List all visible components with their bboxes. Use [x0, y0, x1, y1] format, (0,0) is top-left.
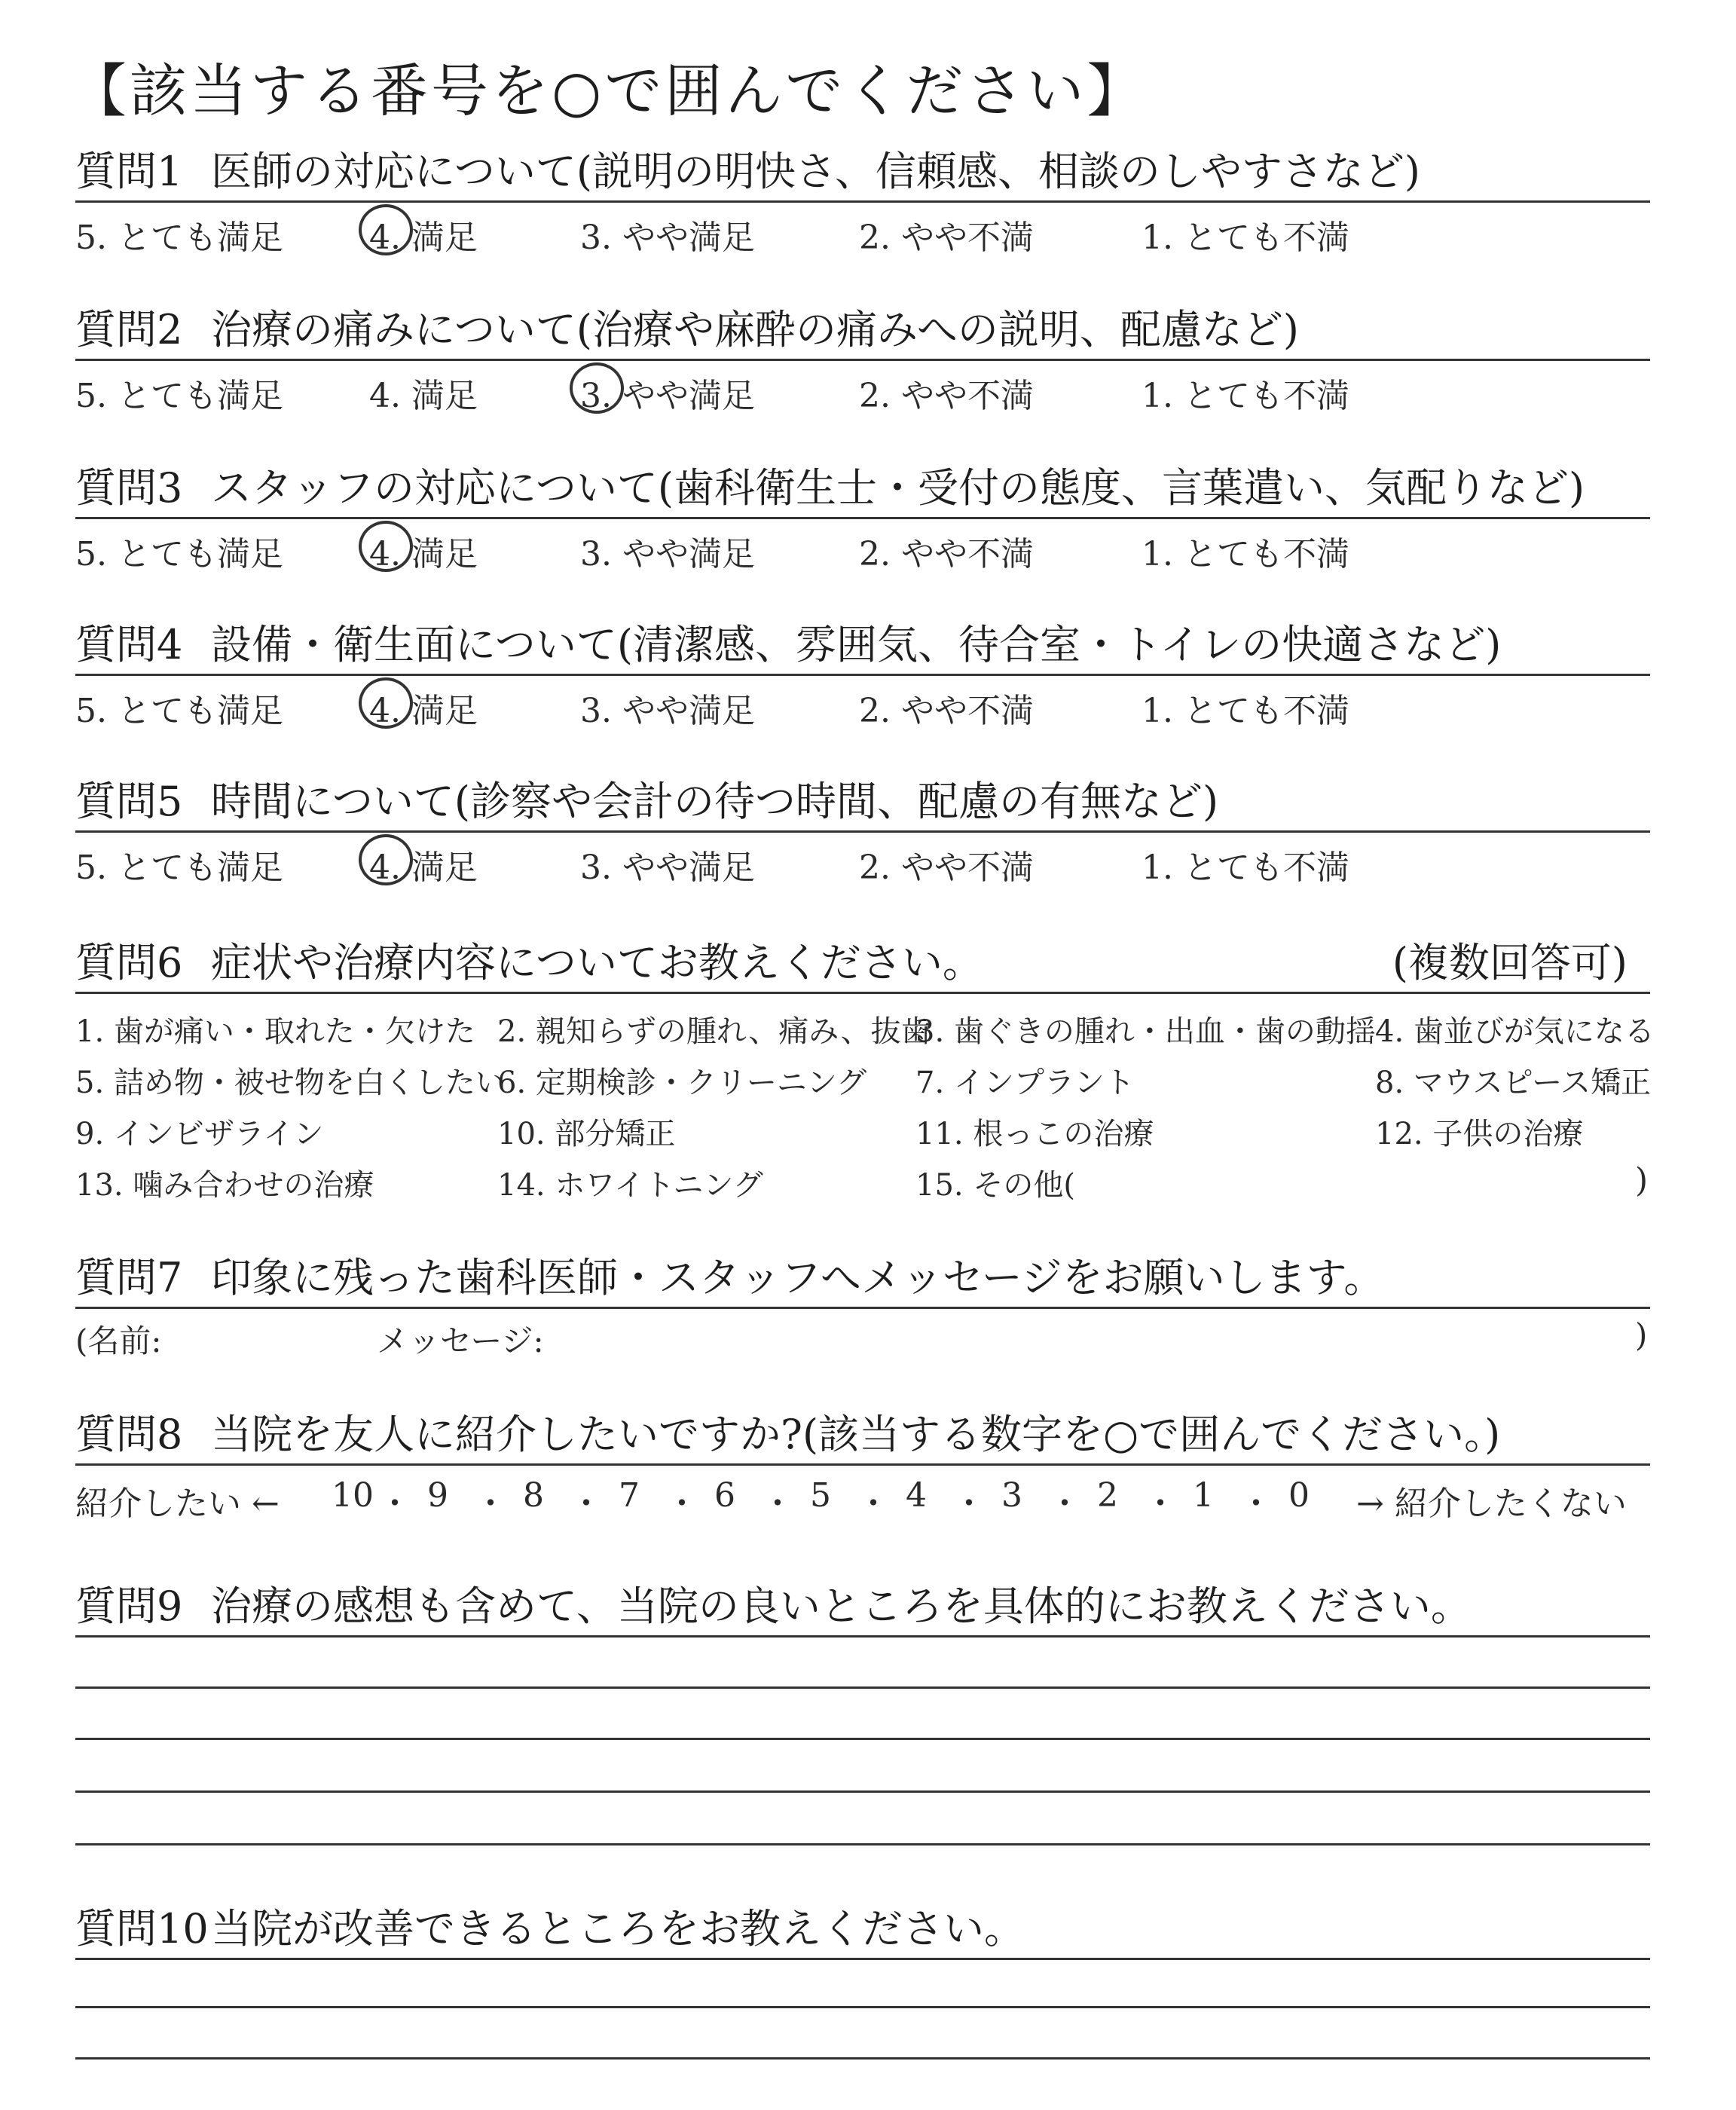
- question-number: 質問2: [75, 306, 183, 353]
- symptom-option[interactable]: 1. 歯が痛い・取れた・欠けた: [75, 1014, 475, 1049]
- scale-number[interactable]: 7: [619, 1476, 640, 1515]
- rating-option[interactable]: 5. とても満足: [75, 849, 283, 887]
- question-text: 治療の痛みについて(治療や麻酔の痛みへの説明、配慮など): [211, 306, 1299, 353]
- rating-option[interactable]: 3. やや満足: [580, 849, 755, 887]
- selection-circle: [570, 362, 624, 414]
- recommendation-scale: [75, 1466, 1650, 1526]
- rating-options: [75, 203, 1650, 258]
- symptom-option[interactable]: 12. 子供の治療: [1375, 1117, 1584, 1151]
- question-text: 設備・衛生面について(清潔感、雰囲気、待合室・トイレの快適さなど): [211, 621, 1502, 668]
- question-text: 治療の感想も含めて、当院の良いところを具体的にお教えください。: [211, 1582, 1472, 1630]
- question-heading: [75, 1249, 1650, 1309]
- scale-number[interactable]: 2: [1097, 1476, 1118, 1515]
- rating-options: [75, 361, 1650, 417]
- rating-option[interactable]: 5. とても満足: [75, 377, 283, 415]
- scale-separator: ・: [1144, 1485, 1177, 1523]
- question-number: 質問6: [75, 939, 183, 986]
- question-3: [75, 460, 1650, 575]
- rating-options: [75, 519, 1650, 575]
- question-text: 医師の対応について(説明の明快さ、信頼感、相談のしやすさなど): [211, 148, 1420, 195]
- rating-option[interactable]: 1. とても不満: [1142, 377, 1349, 415]
- symptom-option[interactable]: 11. 根っこの治療: [915, 1117, 1154, 1151]
- question-heading: [75, 301, 1650, 361]
- multiple-answer-note: (複数回答可): [1392, 939, 1628, 986]
- symptom-option[interactable]: 4. 歯並びが気になる: [1375, 1014, 1655, 1049]
- question-heading: [75, 934, 1650, 994]
- question-number: 質問5: [75, 778, 183, 825]
- scale-separator: ・: [570, 1485, 603, 1523]
- scale-separator: ・: [857, 1485, 890, 1523]
- scale-separator: ・: [1048, 1485, 1081, 1523]
- symptom-option[interactable]: 6. 定期検診・クリーニング: [497, 1066, 867, 1100]
- close-paren: ): [1635, 1161, 1649, 1200]
- symptom-option[interactable]: 8. マウスピース矯正: [1375, 1066, 1652, 1100]
- rating-option[interactable]: 2. やや不満: [859, 219, 1034, 257]
- scale-number[interactable]: 6: [714, 1476, 735, 1515]
- scale-number[interactable]: 10: [332, 1476, 374, 1515]
- question-number: 質問7: [75, 1254, 183, 1301]
- scale-number[interactable]: 0: [1288, 1476, 1310, 1515]
- answer-line[interactable]: [75, 2006, 1650, 2008]
- scale-number[interactable]: 5: [810, 1476, 831, 1515]
- rating-option[interactable]: 1. とても不満: [1142, 849, 1349, 887]
- rating-option[interactable]: 3. やや満足: [580, 692, 755, 730]
- question-heading: [75, 773, 1650, 833]
- question-heading: [75, 1578, 1650, 1638]
- page-title: 【該当する番号を○で囲んでください】: [69, 57, 1148, 124]
- scale-number[interactable]: 8: [523, 1476, 544, 1515]
- name-label: (名前:: [75, 1323, 162, 1359]
- question-text: 印象に残った歯科医師・スタッフへメッセージをお願いします。: [211, 1254, 1385, 1301]
- rating-options: [75, 833, 1650, 888]
- rating-option[interactable]: 3. やや満足: [580, 219, 755, 257]
- symptom-option[interactable]: 9. インビザライン: [75, 1117, 324, 1151]
- rating-options: [75, 676, 1650, 732]
- symptom-option[interactable]: 13. 噛み合わせの治療: [75, 1168, 374, 1203]
- scale-separator: ・: [1239, 1485, 1273, 1523]
- rating-option[interactable]: 1. とても不満: [1142, 219, 1349, 257]
- symptom-option[interactable]: 15. その他(: [915, 1168, 1075, 1203]
- rating-option[interactable]: 2. やや不満: [859, 535, 1034, 573]
- scale-separator: ・: [378, 1485, 411, 1523]
- symptom-options: [75, 994, 1655, 1205]
- question-4: [75, 616, 1650, 732]
- rating-option[interactable]: 1. とても不満: [1142, 692, 1349, 730]
- rating-option[interactable]: 2. やや不満: [859, 849, 1034, 887]
- rating-option[interactable]: 5. とても満足: [75, 535, 283, 573]
- question-text: 当院を友人に紹介したいですか?(該当する数字を○で囲んでください。): [211, 1411, 1501, 1458]
- question-5: [75, 773, 1650, 888]
- question-number: 質問1: [75, 148, 183, 195]
- close-paren: ): [1635, 1316, 1648, 1353]
- symptom-option[interactable]: 10. 部分矯正: [497, 1117, 676, 1151]
- question-number: 質問8: [75, 1411, 183, 1458]
- question-heading: [75, 616, 1650, 676]
- symptom-option[interactable]: 3. 歯ぐきの腫れ・出血・歯の動揺: [915, 1014, 1376, 1049]
- scale-number[interactable]: 9: [427, 1476, 448, 1515]
- symptom-option[interactable]: 5. 詰め物・被せ物を白くしたい: [75, 1066, 506, 1100]
- question-text: 症状や治療内容についてお教えください。: [211, 939, 983, 986]
- selection-circle: [359, 677, 413, 729]
- question-heading: [75, 1406, 1650, 1466]
- rating-option[interactable]: 4. 満足: [369, 840, 478, 888]
- scale-separator: ・: [952, 1485, 986, 1523]
- answer-line[interactable]: [75, 1790, 1650, 1793]
- rating-option[interactable]: 2. やや不満: [859, 377, 1034, 415]
- question-number: 質問4: [75, 621, 183, 668]
- question-text: 時間について(診察や会計の待つ時間、配慮の有無など): [211, 778, 1219, 825]
- question-heading: [75, 143, 1650, 203]
- symptom-option[interactable]: 14. ホワイトニング: [497, 1168, 763, 1203]
- rating-option[interactable]: 4. 満足: [369, 683, 478, 732]
- rating-option[interactable]: 5. とても満足: [75, 692, 283, 730]
- symptom-option[interactable]: 7. インプラント: [915, 1066, 1135, 1100]
- question-number: 質問3: [75, 464, 183, 512]
- question-7: [75, 1249, 1650, 1359]
- rating-option[interactable]: 4. 満足: [369, 527, 478, 575]
- rating-option[interactable]: 3. やや満足: [580, 535, 755, 573]
- answer-line[interactable]: [75, 1686, 1650, 1689]
- question-heading: [75, 1901, 1650, 1960]
- scale-separator: ・: [474, 1485, 507, 1523]
- scale-separator: ・: [761, 1485, 794, 1523]
- question-text: 当院が改善できるところをお教えください。: [211, 1905, 1025, 1953]
- rating-option[interactable]: 1. とても不満: [1142, 535, 1349, 573]
- symptom-option[interactable]: 2. 親知らずの腫れ、痛み、抜歯: [497, 1014, 931, 1049]
- scale-number[interactable]: 3: [1001, 1476, 1022, 1515]
- scale-number[interactable]: 1: [1193, 1476, 1214, 1515]
- scale-left-label: 紹介したい ←: [75, 1485, 280, 1523]
- selection-circle: [359, 834, 413, 885]
- rating-option[interactable]: 4. 満足: [369, 377, 478, 415]
- scale-number[interactable]: 4: [906, 1476, 927, 1515]
- scale-separator: ・: [665, 1485, 698, 1523]
- answer-line[interactable]: [75, 1843, 1650, 1845]
- answer-line[interactable]: [75, 1738, 1650, 1740]
- question-6: [75, 934, 1655, 1205]
- message-label: メッセージ:: [377, 1323, 544, 1359]
- rating-option[interactable]: 4. 満足: [369, 210, 478, 258]
- question-1: [75, 143, 1650, 258]
- question-number: 質問10: [75, 1905, 209, 1953]
- question-10: [75, 1901, 1650, 1960]
- question-heading: [75, 460, 1650, 519]
- answer-line[interactable]: [75, 2057, 1650, 2060]
- question-number: 質問9: [75, 1582, 183, 1630]
- selection-circle: [359, 521, 413, 572]
- rating-option[interactable]: 2. やや不満: [859, 692, 1034, 730]
- question-8: [75, 1406, 1650, 1526]
- rating-option[interactable]: 3. やや満足: [580, 368, 755, 417]
- rating-option[interactable]: 5. とても満足: [75, 219, 283, 257]
- question-text: スタッフの対応について(歯科衛生士・受付の態度、言葉遣い、気配りなど): [211, 464, 1585, 512]
- question-9: [75, 1578, 1650, 1638]
- scale-right-label: → 紹介したくない: [1356, 1485, 1627, 1523]
- question-2: [75, 301, 1650, 417]
- selection-circle: [359, 204, 413, 255]
